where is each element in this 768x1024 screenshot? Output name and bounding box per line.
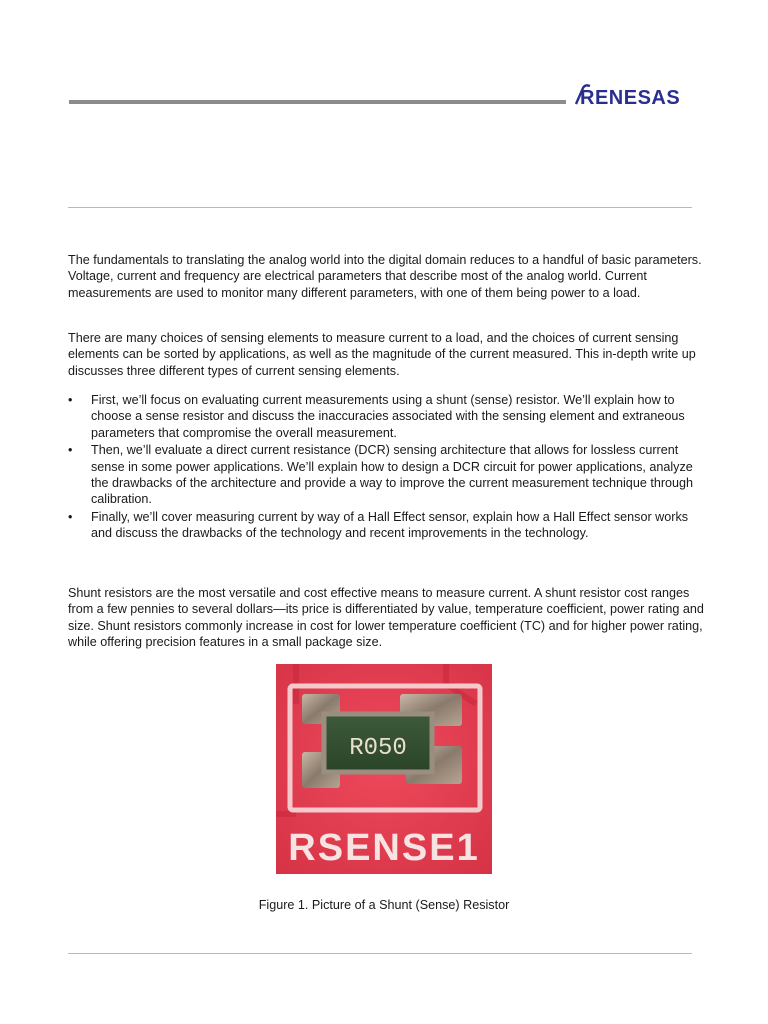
- section-divider-bottom: [68, 953, 692, 954]
- resistor-marking: R050: [349, 735, 407, 762]
- logo-text: RENESAS: [580, 87, 681, 108]
- list-item: • Finally, we’ll cover measuring current by way of a Hall Effect sensor, explain how a Hall Effect sensor works and discuss the drawbacks of the technology and recent improvements in the technology.: [68, 509, 708, 542]
- figure-caption: Figure 1. Picture of a Shunt (Sense) Resistor: [258, 898, 510, 912]
- intro-paragraph-1: The fundamentals to translating the analog world into the digital domain reduces to a handful of basic parameters. Voltage, current and frequency are electrical parameters that describe most of the analog world. Current measurements are used to monitor many different parameters, with one of them being power to a load.: [68, 253, 702, 300]
- shunt-resistor-photo: [276, 664, 492, 874]
- intro-paragraph-2: There are many choices of sensing elements to measure current to a load, and the choices of current sensing elements can be sorted by applications, as well as the magnitude of the current measured. This in-depth write up discusses three different types of current sensing elements.: [68, 331, 696, 378]
- shunt-paragraph: Shunt resistors are the most versatile and cost effective means to measure current. A shunt resistor cost ranges from a few pennies to several dollars—its price is differentiated by value, temperature coefficient, power rating and size. Shunt resistors commonly increase in cost for lower temperature coefficient (TC) and for higher power rating, while offering precision features in a small package size.: [68, 586, 704, 650]
- silkscreen-label: RSENSE1: [288, 827, 480, 869]
- renesas-logo: [574, 84, 700, 113]
- section-divider-top: [68, 207, 692, 208]
- header-rule: [69, 100, 566, 104]
- list-item: • First, we’ll focus on evaluating current measurements using a shunt (sense) resistor. We’ll explain how to choose a sense resistor and discuss the inaccuracies associated with the sensing element and extraneous parameters that compromise the overall measurement.: [68, 392, 708, 441]
- sensing-elements-list: [68, 392, 708, 543]
- list-item: • Then, we’ll evaluate a direct current resistance (DCR) sensing architecture that allows for lossless current sense in some power applications. We’ll explain how to design a DCR circuit for power applications, analyze the drawbacks of the architecture and provide a way to improve the current measurement technique through calibration.: [68, 442, 708, 508]
